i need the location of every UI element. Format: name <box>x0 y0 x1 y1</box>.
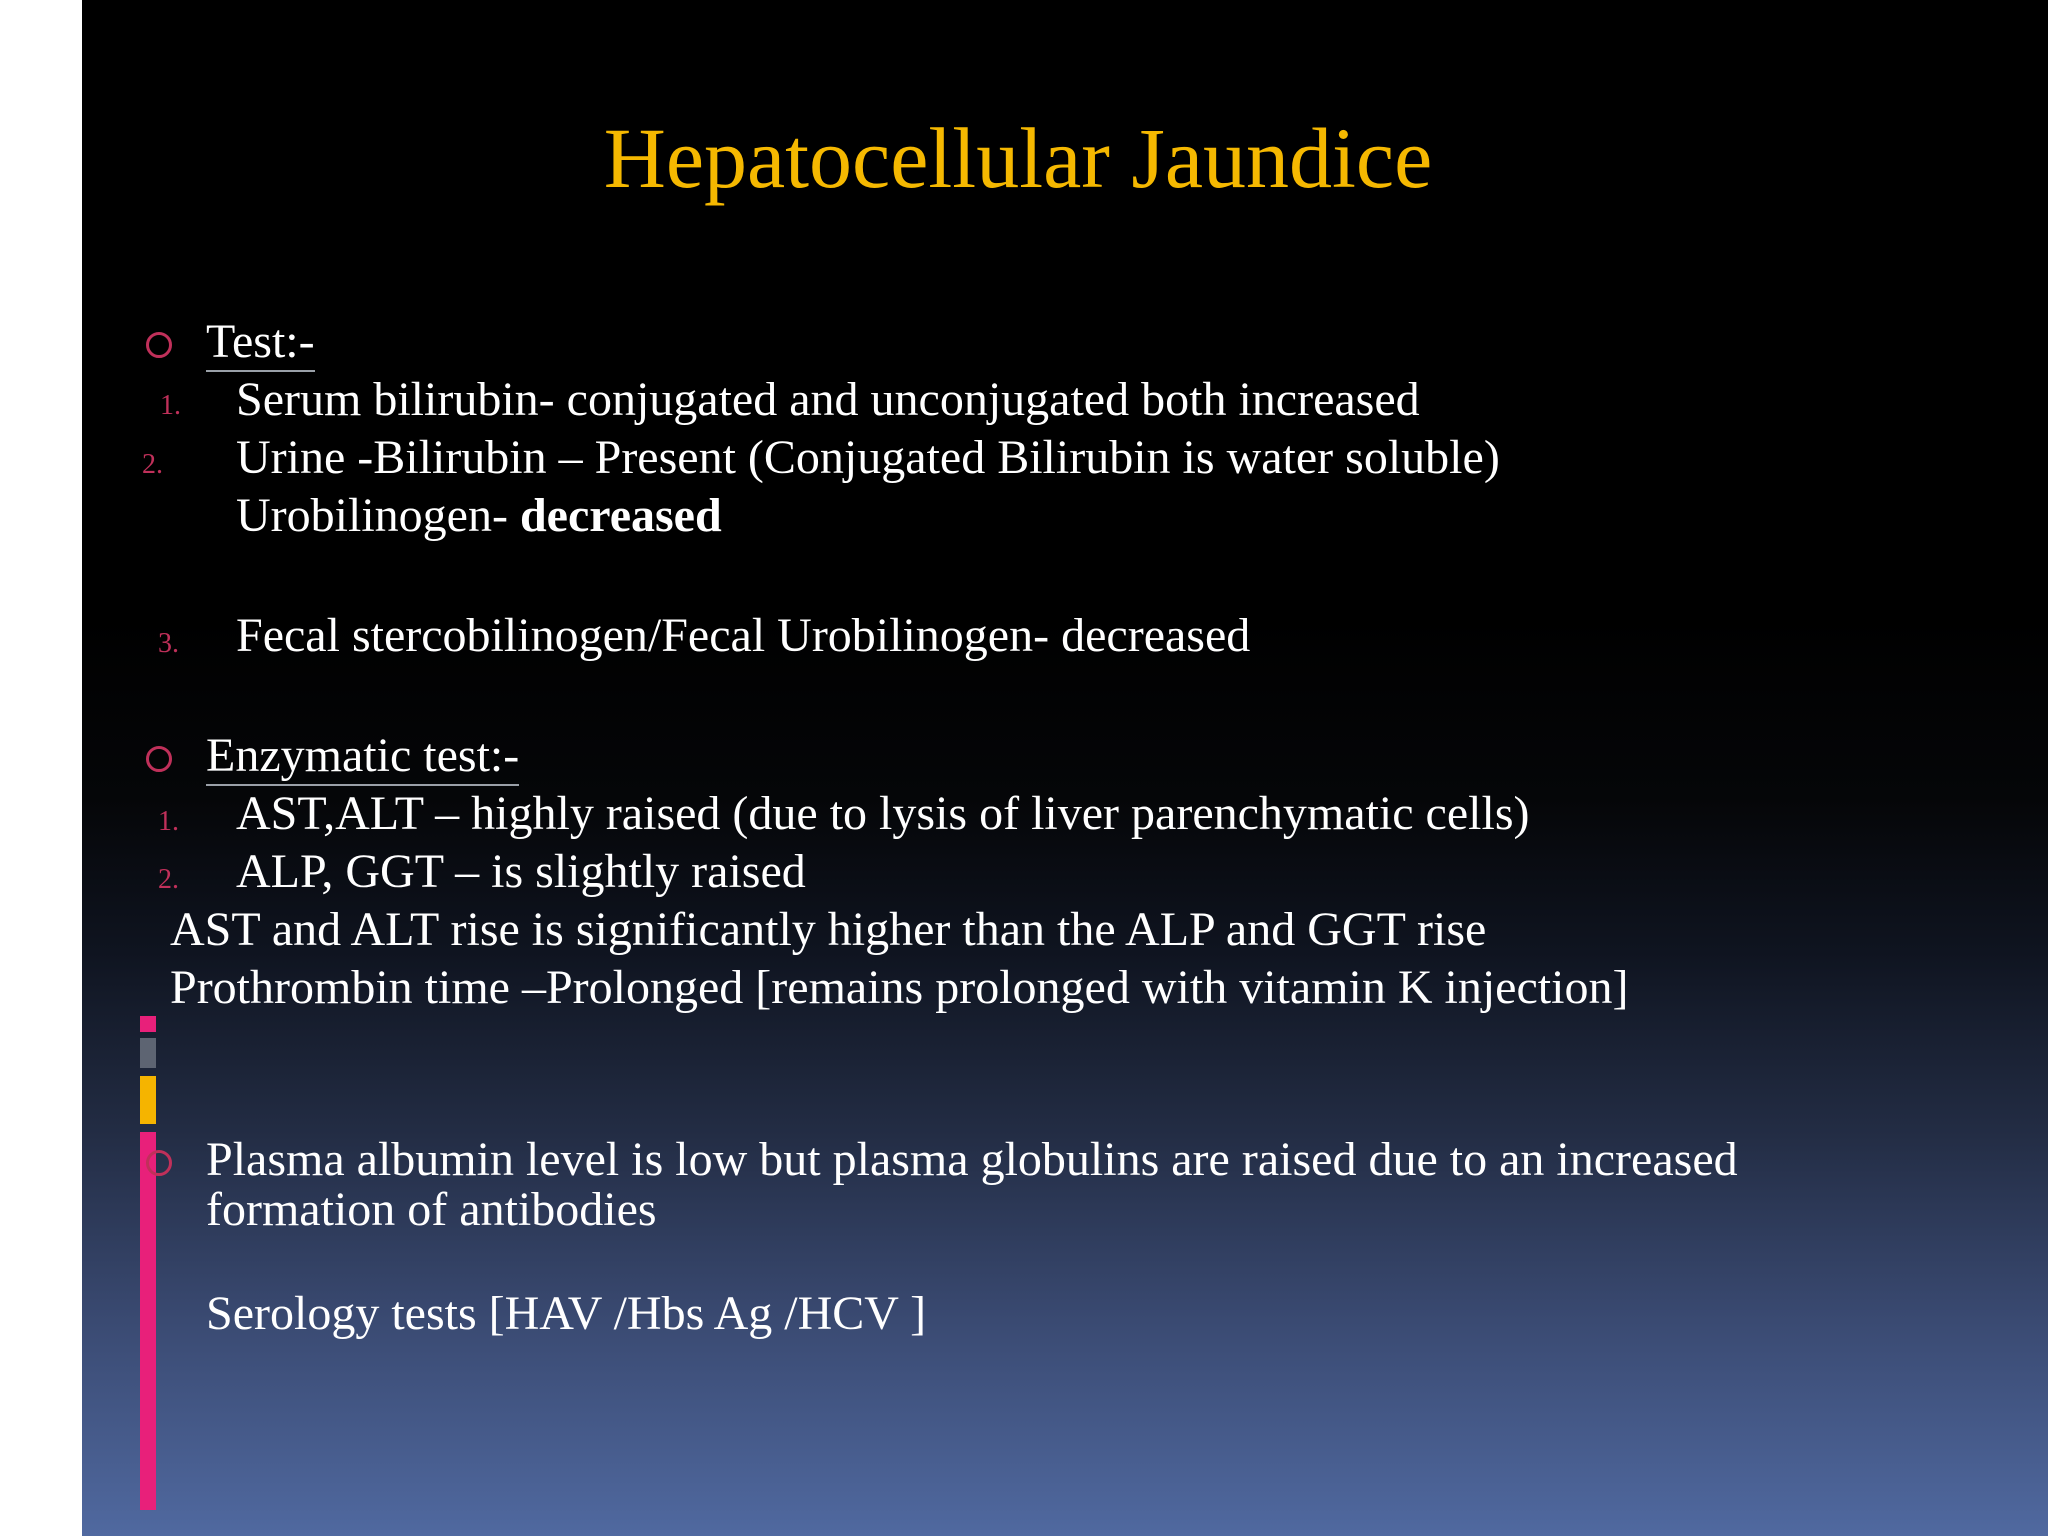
serology-tests: Serology tests [HAV /Hbs Ag /HCV ] <box>206 1287 927 1340</box>
circle-bullet-icon <box>146 746 172 772</box>
item-number: 3. <box>158 628 179 659</box>
test-item-urobilinogen: Urobilinogen- decreased <box>236 489 722 542</box>
test-heading: Test:- <box>206 318 315 366</box>
test-item-urine-bilirubin: Urine -Bilirubin – Present (Conjugated Bilirubin is water soluble) <box>236 431 1500 484</box>
enzymatic-note-prothrombin: Prothrombin time –Prolonged [remains prolonged with vitamin K injection] <box>170 961 1629 1014</box>
test-item-fecal: Fecal stercobilinogen/Fecal Urobilinogen- decreased <box>236 609 1251 662</box>
circle-bullet-icon <box>146 332 172 358</box>
item-number: 2. <box>158 864 179 895</box>
enzymatic-note-rise: AST and ALT rise is significantly higher than the ALP and GGT rise <box>170 903 1487 956</box>
slide-title: Hepatocellular Jaundice <box>603 110 1433 206</box>
enzymatic-item-alp-ggt: ALP, GGT – is slightly raised <box>236 845 806 898</box>
enzymatic-heading: Enzymatic test:- <box>206 732 519 780</box>
item-number: 1. <box>158 806 179 837</box>
accent-bar-pink-long <box>140 1132 156 1510</box>
enzymatic-item-ast-alt: AST,ALT – highly raised (due to lysis of liver parenchymatic cells) <box>236 787 1530 840</box>
plasma-line-1: Plasma albumin level is low but plasma globulins are raised due to an increased <box>206 1133 1738 1186</box>
item-number: 2. <box>142 449 163 480</box>
slide-background <box>82 0 2048 1536</box>
accent-bar-pink-top <box>140 1016 156 1032</box>
plasma-line-2: formation of antibodies <box>206 1183 657 1236</box>
test-item-serum-bilirubin: Serum bilirubin- conjugated and unconjugated both increased <box>236 373 1420 426</box>
item-number: 1. <box>160 390 181 421</box>
left-margin-strip <box>0 0 82 1536</box>
accent-bar-gray <box>140 1038 156 1068</box>
accent-bar-yellow <box>140 1076 156 1124</box>
circle-bullet-icon <box>146 1150 172 1176</box>
